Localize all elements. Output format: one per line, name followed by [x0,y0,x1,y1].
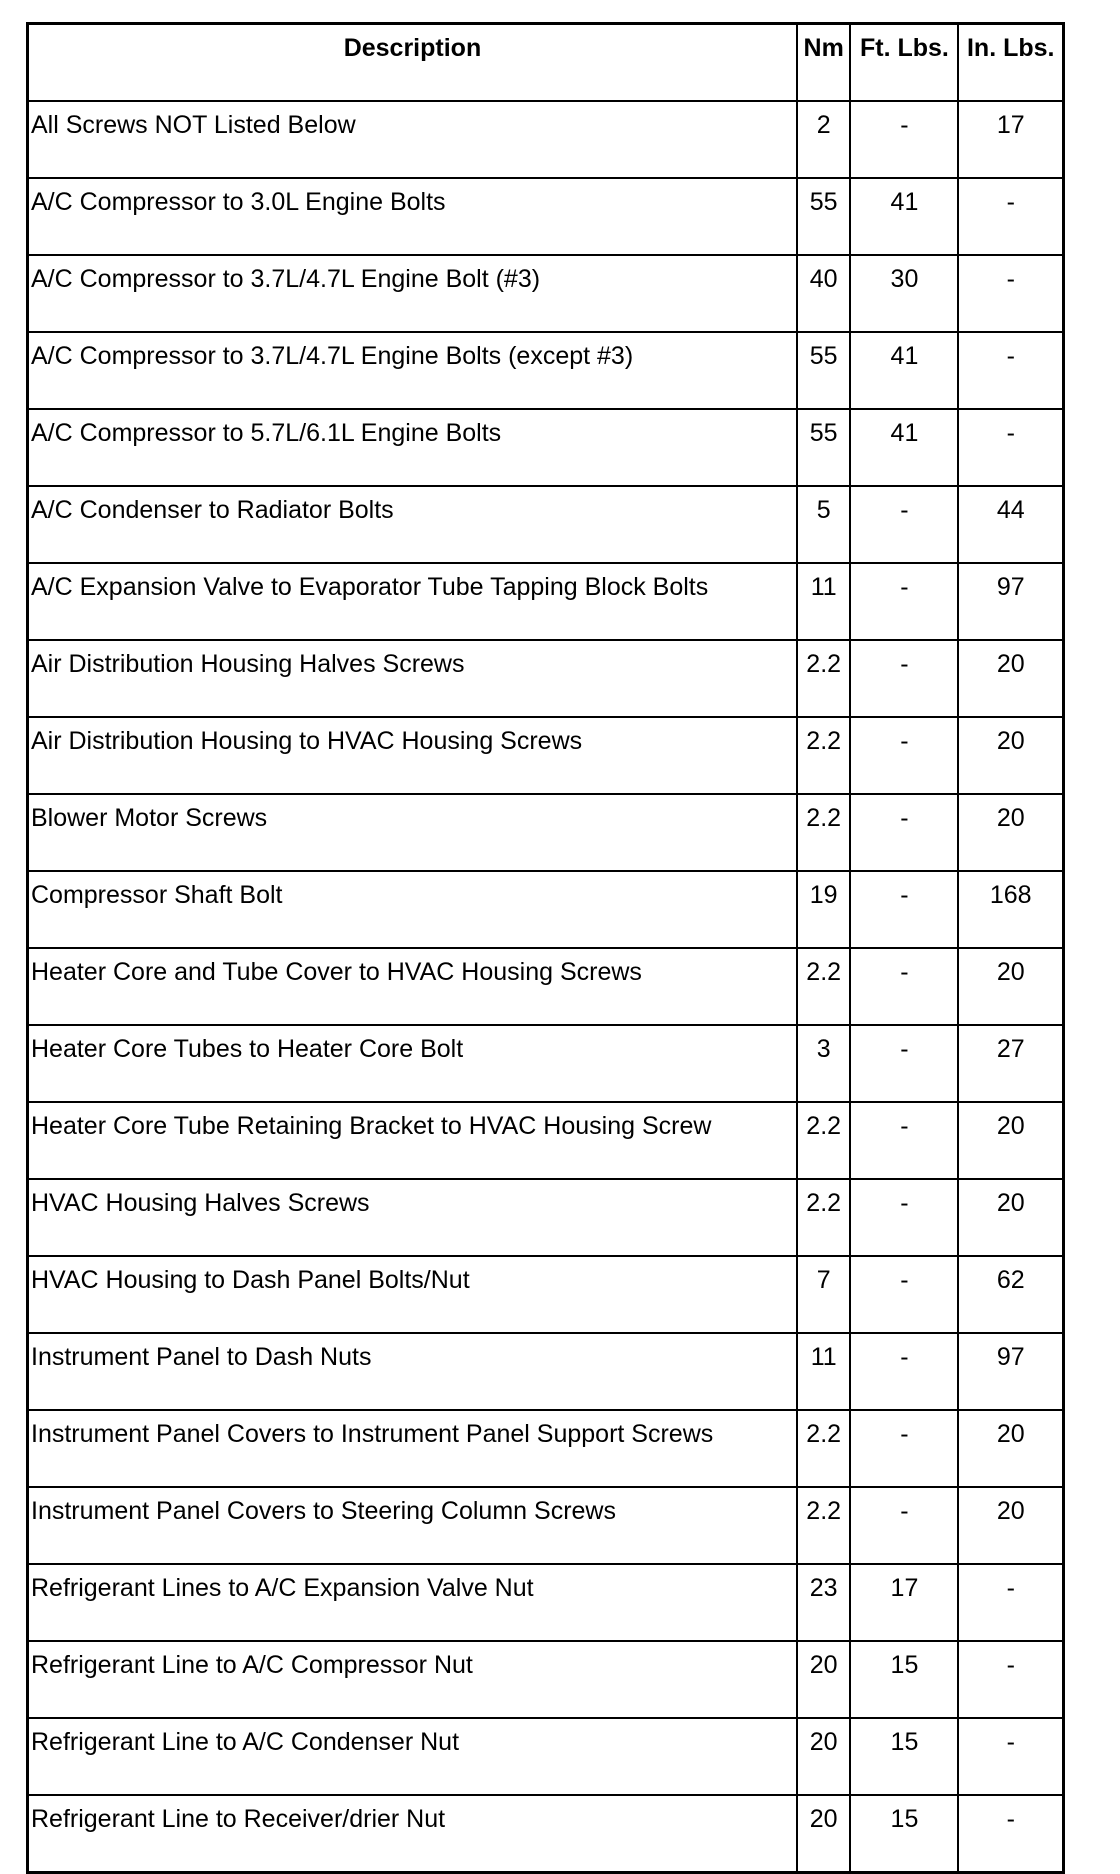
nm-cell: 2.2 [797,1487,851,1564]
in-lbs-cell: 168 [958,871,1063,948]
description-cell: Refrigerant Line to Receiver/drier Nut [28,1795,797,1873]
description-cell: Refrigerant Line to A/C Condenser Nut [28,1718,797,1795]
in-lbs-cell: - [958,1718,1063,1795]
in-lbs-cell: 20 [958,1487,1063,1564]
ft-lbs-cell: - [850,563,958,640]
table-row [28,794,1064,871]
ft-lbs-cell: - [850,871,958,948]
description-cell: Heater Core Tube Retaining Bracket to HVAC Housing Screw [28,1102,797,1179]
in-lbs-cell: - [958,1795,1063,1873]
nm-cell: 55 [797,409,851,486]
nm-cell: 20 [797,1795,851,1873]
description-cell: A/C Compressor to 3.0L Engine Bolts [28,178,797,255]
in-lbs-cell: 20 [958,948,1063,1025]
ft-lbs-cell: 41 [850,332,958,409]
nm-cell: 11 [797,563,851,640]
table-row [28,486,1064,563]
ft-lbs-cell: - [850,1487,958,1564]
in-lbs-cell: - [958,178,1063,255]
ft-lbs-cell: 15 [850,1718,958,1795]
in-lbs-cell: 20 [958,717,1063,794]
in-lbs-cell: - [958,409,1063,486]
description-cell: Air Distribution Housing to HVAC Housing Screws [28,717,797,794]
in-lbs-cell: 27 [958,1025,1063,1102]
description-cell: Compressor Shaft Bolt [28,871,797,948]
nm-cell: 55 [797,332,851,409]
table-row [28,717,1064,794]
table-body [28,101,1064,1873]
table-row [28,255,1064,332]
nm-cell: 2.2 [797,948,851,1025]
ft-lbs-cell: 41 [850,178,958,255]
table-row [28,1102,1064,1179]
table-row [28,332,1064,409]
nm-cell: 2.2 [797,640,851,717]
nm-cell: 20 [797,1641,851,1718]
ft-lbs-cell: 15 [850,1795,958,1873]
header-ft-lbs: Ft. Lbs. [850,24,958,102]
nm-cell: 2.2 [797,1102,851,1179]
table-row [28,871,1064,948]
nm-cell: 20 [797,1718,851,1795]
description-cell: Instrument Panel Covers to Steering Column Screws [28,1487,797,1564]
description-cell: A/C Compressor to 3.7L/4.7L Engine Bolt (#3) [28,255,797,332]
table-row [28,178,1064,255]
description-cell: A/C Compressor to 3.7L/4.7L Engine Bolts (except #3) [28,332,797,409]
ft-lbs-cell: 41 [850,409,958,486]
table-row [28,1641,1064,1718]
table-row [28,409,1064,486]
table-row [28,640,1064,717]
ft-lbs-cell: - [850,1025,958,1102]
ft-lbs-cell: - [850,486,958,563]
in-lbs-cell: - [958,1641,1063,1718]
nm-cell: 2.2 [797,794,851,871]
nm-cell: 23 [797,1564,851,1641]
table-row [28,1564,1064,1641]
in-lbs-cell: 44 [958,486,1063,563]
in-lbs-cell: 20 [958,1102,1063,1179]
in-lbs-cell: 20 [958,640,1063,717]
header-description: Description [28,24,797,102]
description-cell: All Screws NOT Listed Below [28,101,797,178]
ft-lbs-cell: - [850,640,958,717]
table-row [28,1256,1064,1333]
nm-cell: 40 [797,255,851,332]
ft-lbs-cell: - [850,717,958,794]
ft-lbs-cell: - [850,1102,958,1179]
in-lbs-cell: - [958,1564,1063,1641]
nm-cell: 3 [797,1025,851,1102]
description-cell: Instrument Panel to Dash Nuts [28,1333,797,1410]
description-cell: Instrument Panel Covers to Instrument Panel Support Screws [28,1410,797,1487]
header-in-lbs: In. Lbs. [958,24,1063,102]
description-cell: Refrigerant Line to A/C Compressor Nut [28,1641,797,1718]
in-lbs-cell: - [958,332,1063,409]
nm-cell: 55 [797,178,851,255]
ft-lbs-cell: - [850,1256,958,1333]
ft-lbs-cell: - [850,794,958,871]
table-row [28,101,1064,178]
description-cell: Heater Core Tubes to Heater Core Bolt [28,1025,797,1102]
ft-lbs-cell: - [850,948,958,1025]
table-row [28,1718,1064,1795]
table-row [28,1795,1064,1873]
table-row [28,1487,1064,1564]
ft-lbs-cell: 17 [850,1564,958,1641]
table-row [28,1333,1064,1410]
description-cell: HVAC Housing to Dash Panel Bolts/Nut [28,1256,797,1333]
nm-cell: 5 [797,486,851,563]
table-row [28,1410,1064,1487]
table-row [28,948,1064,1025]
in-lbs-cell: 20 [958,1410,1063,1487]
ft-lbs-cell: 15 [850,1641,958,1718]
in-lbs-cell: 62 [958,1256,1063,1333]
description-cell: Blower Motor Screws [28,794,797,871]
nm-cell: 7 [797,1256,851,1333]
ft-lbs-cell: - [850,101,958,178]
ft-lbs-cell: - [850,1179,958,1256]
description-cell: Air Distribution Housing Halves Screws [28,640,797,717]
description-cell: Heater Core and Tube Cover to HVAC Housing Screws [28,948,797,1025]
nm-cell: 19 [797,871,851,948]
nm-cell: 2.2 [797,1410,851,1487]
nm-cell: 2.2 [797,1179,851,1256]
description-cell: A/C Expansion Valve to Evaporator Tube Tapping Block Bolts [28,563,797,640]
torque-specification-table [26,22,1065,1874]
ft-lbs-cell: 30 [850,255,958,332]
description-cell: A/C Condenser to Radiator Bolts [28,486,797,563]
in-lbs-cell: 17 [958,101,1063,178]
header-row [28,24,1064,102]
ft-lbs-cell: - [850,1333,958,1410]
in-lbs-cell: - [958,255,1063,332]
description-cell: Refrigerant Lines to A/C Expansion Valve Nut [28,1564,797,1641]
in-lbs-cell: 20 [958,1179,1063,1256]
nm-cell: 2 [797,101,851,178]
description-cell: HVAC Housing Halves Screws [28,1179,797,1256]
table-row [28,1025,1064,1102]
table-row [28,563,1064,640]
nm-cell: 2.2 [797,717,851,794]
in-lbs-cell: 97 [958,1333,1063,1410]
nm-cell: 11 [797,1333,851,1410]
ft-lbs-cell: - [850,1410,958,1487]
table-row [28,1179,1064,1256]
description-cell: A/C Compressor to 5.7L/6.1L Engine Bolts [28,409,797,486]
header-nm: Nm [797,24,851,102]
in-lbs-cell: 20 [958,794,1063,871]
in-lbs-cell: 97 [958,563,1063,640]
